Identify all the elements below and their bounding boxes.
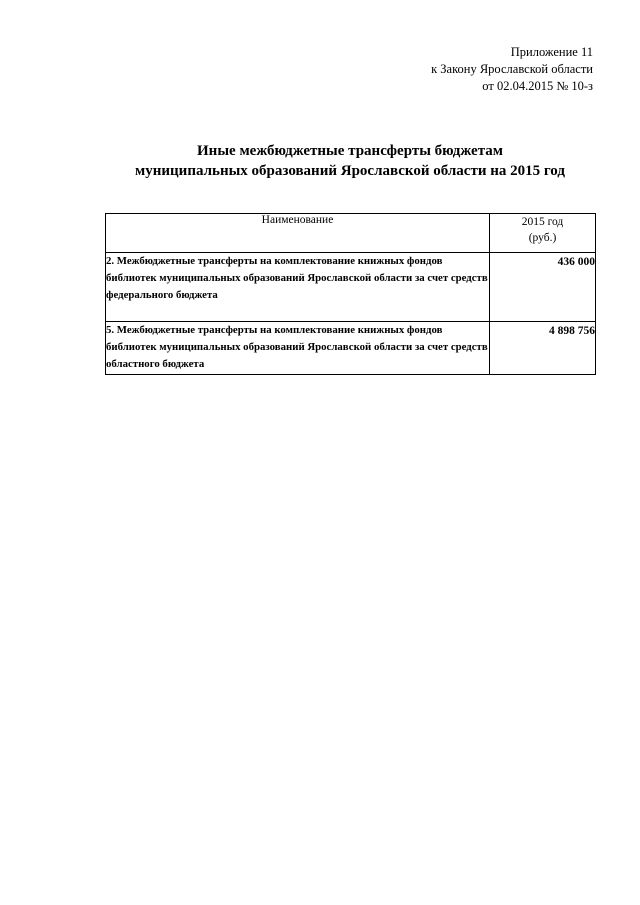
row-name: 5. Межбюджетные трансферты на комплектование книжных фондов библиотек муниципальных образований Ярославской области за счет средств областного бюджета [106, 322, 490, 375]
header-year-unit: (руб.) [528, 232, 557, 244]
table-row [106, 253, 596, 322]
row-value: 4 898 756 [490, 322, 596, 375]
row-name: 2. Межбюджетные трансферты на комплектование книжных фондов библиотек муниципальных образований Ярославской области за счет средств федерального бюджета [106, 253, 490, 322]
document-title [60, 141, 640, 181]
appendix-reference [431, 44, 593, 95]
appendix-number: Приложение 11 [510, 45, 593, 59]
transfers-table [105, 213, 596, 375]
header-year [490, 214, 596, 253]
appendix-law: к Закону Ярославской области [431, 62, 593, 76]
row-value: 436 000 [490, 253, 596, 322]
header-name: Наименование [106, 214, 490, 253]
table-header-row [106, 214, 596, 253]
appendix-date: от 02.04.2015 № 10-з [482, 79, 593, 93]
header-year-label: 2015 год [521, 216, 564, 228]
document-title-line-2: муниципальных образований Ярославской области на 2015 год [135, 163, 565, 179]
table-row [106, 322, 596, 375]
document-title-line-1: Иные межбюджетные трансферты бюджетам [197, 143, 503, 159]
